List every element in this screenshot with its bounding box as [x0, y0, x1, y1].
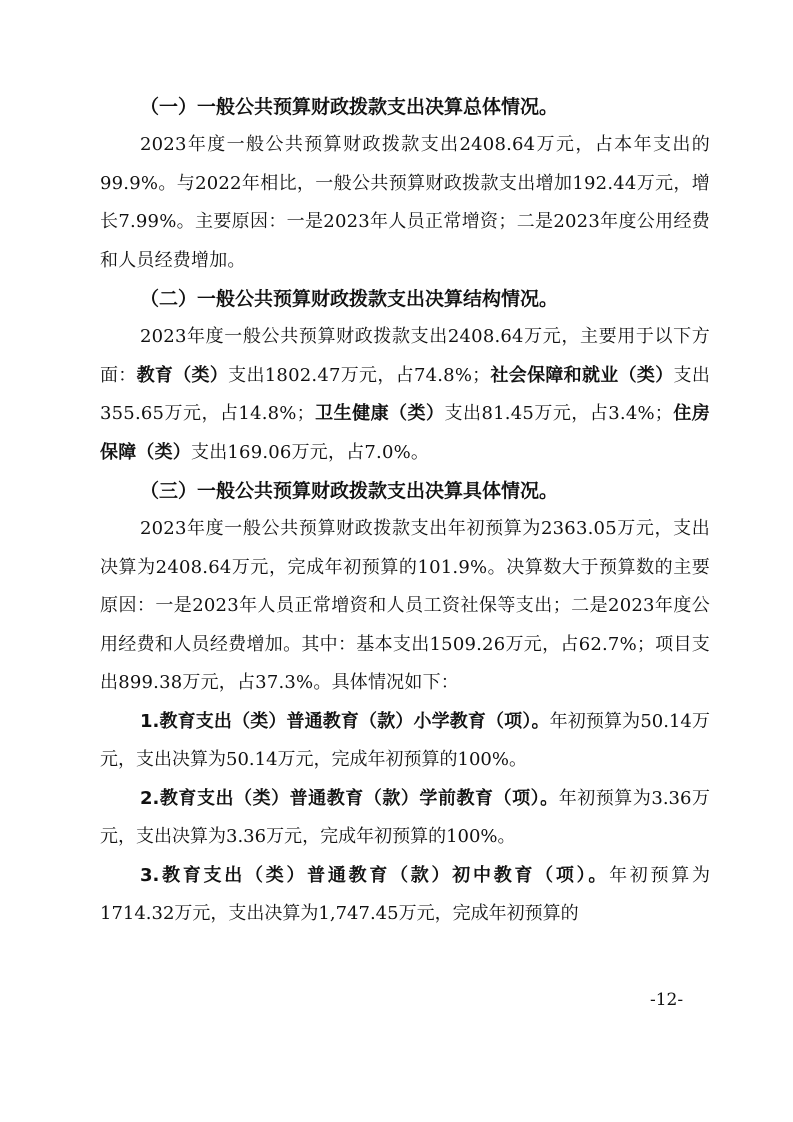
category-social-security-text: 支出355.65万元，占14.8%； — [100, 364, 711, 424]
detail-item-3 — [100, 857, 710, 934]
section-body-2 — [100, 318, 710, 472]
detail-item-3-text: 年初预算为1714.32万元，支出决算为1,747.45万元，完成年初预算的 — [100, 864, 710, 924]
detail-item-3-lead: 3.教育支出（类）普通教育（款）初中教育（项）。 — [140, 864, 610, 886]
category-housing-label: 住房保障（类） — [100, 403, 710, 463]
category-health-label: 卫生健康（类） — [314, 403, 445, 424]
section-heading-2: （二）一般公共预算财政拨款支出决算结构情况。 — [140, 288, 559, 310]
category-education-text: 支出1802.47万元，占74.8%； — [228, 364, 491, 386]
section-body-1: 2023年度一般公共预算财政拨款支出2408.64万元，占本年支出的99.9%。与2022年相比，一般公共预算财政拨款支出增加192.44万元，增长7.99%。主要原因：一是2023年人员正常增资；二是2023年度公用经费和人员经费增加。 — [100, 134, 710, 271]
detail-item-2-lead: 2.教育支出（类）普通教育（款）学前教育（项）。 — [140, 787, 559, 809]
page-content — [100, 88, 710, 934]
category-social-security-label: 社会保障和就业（类） — [490, 364, 674, 386]
section-body-3: 2023年度一般公共预算财政拨款支出年初预算为2363.05万元，支出决算为2408.64万元，完成年初预算的101.9%。决算数大于预算数的主要原因：一是2023年人员正常增资和人员工资社保等支出；二是2023年度公用经费和人员经费增加。其中：基本支出1509.26万元，占62.7%；项目支出899.38万元，占37.3%。具体情况如下： — [100, 518, 710, 693]
page-number: -12- — [650, 990, 684, 1010]
category-housing-text: 支出169.06万元，占7.0%。 — [191, 441, 430, 463]
detail-item-1 — [100, 703, 710, 780]
detail-item-2 — [100, 780, 710, 857]
category-education-label: 教育（类） — [136, 364, 229, 386]
section-heading-3: （三）一般公共预算财政拨款支出决算具体情况。 — [140, 480, 559, 502]
section-heading-1: （一）一般公共预算财政拨款支出决算总体情况。 — [140, 96, 559, 118]
section-body-2-intro: 2023年度一般公共预算财政拨款支出2408.64万元，主要用于以下方面： — [100, 326, 710, 386]
detail-item-1-text: 年初预算为50.14万元，支出决算为50.14万元，完成年初预算的100%。 — [100, 710, 710, 770]
detail-item-2-text: 年初预算为3.36万元，支出决算为3.36万元，完成年初预算的100%。 — [100, 787, 710, 847]
category-health-text: 支出81.45万元，占3.4%； — [444, 403, 674, 424]
detail-item-1-lead: 1.教育支出（类）普通教育（款）小学教育（项）。 — [140, 710, 550, 732]
